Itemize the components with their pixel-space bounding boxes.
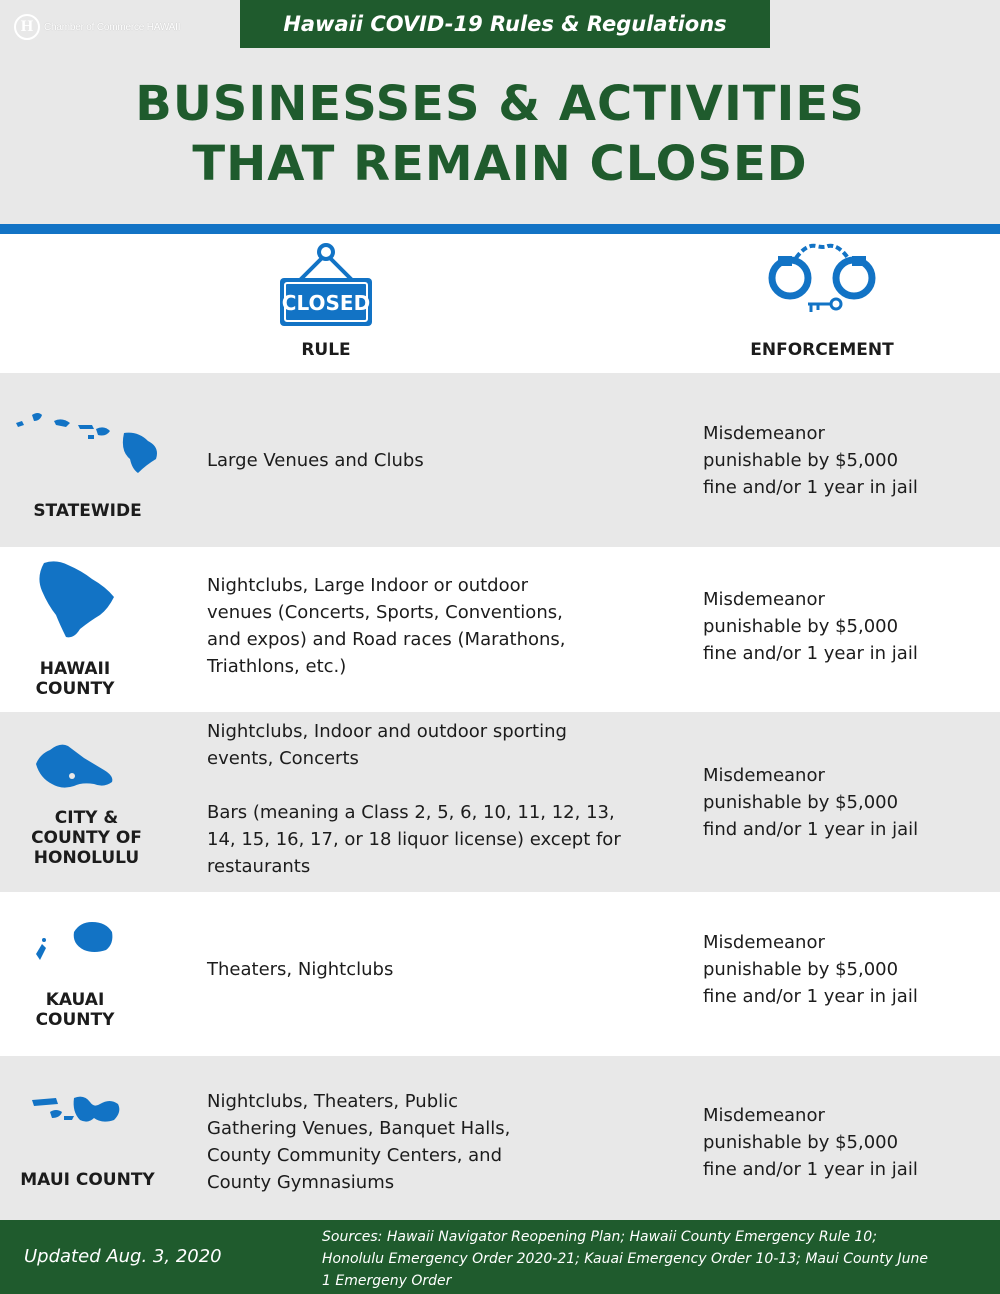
rule-line: County Community Centers, and — [207, 1145, 502, 1166]
region-label-line: HONOLULU — [33, 848, 140, 868]
region-label-line: MAUI COUNTY — [20, 1170, 155, 1190]
closed-sign-text: CLOSED — [281, 291, 371, 315]
rule-line: 14, 15, 16, 17, or 18 liquor license) except for — [207, 829, 621, 850]
big-island-map-icon — [34, 559, 118, 641]
rule-line — [207, 772, 647, 799]
table-row-honolulu — [0, 712, 1000, 892]
rule-line: venues (Concerts, Sports, Conventions, — [207, 602, 563, 623]
enforcement-line: find and/or 1 year in jail — [703, 819, 919, 840]
region-label — [14, 808, 159, 868]
header-divider — [0, 224, 1000, 234]
top-banner: Hawaii COVID-19 Rules & Regulations — [240, 0, 770, 48]
page-title — [0, 74, 1000, 194]
rule-line: Bars (meaning a Class 2, 5, 6, 10, 11, 12, 13, — [207, 802, 615, 823]
region-label — [10, 501, 165, 521]
enforcement-line: fine and/or 1 year in jail — [703, 1159, 918, 1180]
maui-county-map-icon — [30, 1090, 124, 1134]
region-label-line: COUNTY OF — [31, 828, 142, 848]
page-title-line-1: BUSINESSES & ACTIVITIES — [135, 76, 865, 132]
region-label-line: CITY & — [54, 808, 119, 828]
footer — [0, 1220, 1000, 1294]
enforcement-text — [703, 586, 983, 667]
rule-line: Large Venues and Clubs — [207, 450, 424, 471]
enforcement-line: punishable by $5,000 — [703, 792, 899, 813]
rule-line: restaurants — [207, 856, 311, 877]
kauai-map-icon — [30, 918, 120, 968]
enforcement-line: Misdemeanor — [703, 932, 825, 953]
hawaii-islands-map-icon — [14, 403, 164, 475]
region-label-line: STATEWIDE — [33, 501, 142, 521]
closed-sign-icon — [276, 240, 376, 328]
header — [0, 0, 1000, 224]
sources-note — [322, 1226, 982, 1292]
enforcement-line: punishable by $5,000 — [703, 959, 899, 980]
rule-column-header: RULE — [301, 340, 351, 360]
table-row-kauai-county — [0, 892, 1000, 1056]
chamber-logo-mark: H — [14, 14, 40, 40]
rule-line: and expos) and Road races (Marathons, — [207, 629, 566, 650]
region-label — [10, 659, 140, 699]
rule-line: Theaters, Nightclubs — [207, 959, 394, 980]
region-label — [10, 990, 140, 1030]
rule-line: Nightclubs, Indoor and outdoor sporting — [207, 721, 567, 742]
region-label-line: COUNTY — [35, 1010, 115, 1030]
enforcement-line: fine and/or 1 year in jail — [703, 986, 918, 1007]
chamber-logo — [14, 10, 180, 44]
rule-text — [207, 572, 647, 680]
handcuffs-key-icon — [766, 238, 878, 316]
rule-text — [207, 1088, 647, 1196]
enforcement-line: Misdemeanor — [703, 1105, 825, 1126]
enforcement-line: punishable by $5,000 — [703, 616, 899, 637]
rule-line: Nightclubs, Large Indoor or outdoor — [207, 575, 529, 596]
enforcement-line: fine and/or 1 year in jail — [703, 477, 918, 498]
enforcement-line: punishable by $5,000 — [703, 450, 899, 471]
enforcement-line: Misdemeanor — [703, 423, 825, 444]
region-label — [10, 1170, 165, 1190]
updated-date: Updated Aug. 3, 2020 — [24, 1246, 222, 1267]
rule-line: events, Concerts — [207, 748, 359, 769]
enforcement-line: punishable by $5,000 — [703, 1132, 899, 1153]
rule-text — [207, 956, 647, 983]
sources-line: Sources: Hawaii Navigator Reopening Plan; Hawaii County Emergency Rule 10; — [322, 1229, 877, 1245]
page-title-line-2: THAT REMAIN CLOSED — [192, 136, 808, 192]
enforcement-column-header: ENFORCEMENT — [750, 340, 894, 360]
enforcement-text — [703, 762, 983, 843]
table-row-maui-county — [0, 1056, 1000, 1220]
rule-line: County Gymnasiums — [207, 1172, 395, 1193]
enforcement-text — [703, 1102, 983, 1183]
rule-text — [207, 718, 647, 880]
rule-text — [207, 447, 647, 474]
sources-line: Honolulu Emergency Order 2020-21; Kauai Emergency Order 10-13; Maui County June — [322, 1251, 929, 1267]
enforcement-line: fine and/or 1 year in jail — [703, 643, 918, 664]
sources-line: 1 Emergeny Order — [322, 1273, 452, 1289]
rule-line: Gathering Venues, Banquet Halls, — [207, 1118, 511, 1139]
enforcement-text — [703, 929, 983, 1010]
enforcement-line: Misdemeanor — [703, 765, 825, 786]
chamber-logo-text: Chamber of Commerce HAWAII — [44, 21, 181, 33]
rule-line: Nightclubs, Theaters, Public — [207, 1091, 459, 1112]
enforcement-text — [703, 420, 983, 501]
enforcement-line: Misdemeanor — [703, 589, 825, 610]
table-row-statewide — [0, 373, 1000, 547]
oahu-map-icon — [34, 740, 116, 792]
rule-line: Triathlons, etc.) — [207, 656, 347, 677]
region-label-line: HAWAII — [39, 659, 111, 679]
region-label-line: KAUAI — [45, 990, 105, 1010]
table-row-hawaii-county — [0, 547, 1000, 712]
region-label-line: COUNTY — [35, 679, 115, 699]
